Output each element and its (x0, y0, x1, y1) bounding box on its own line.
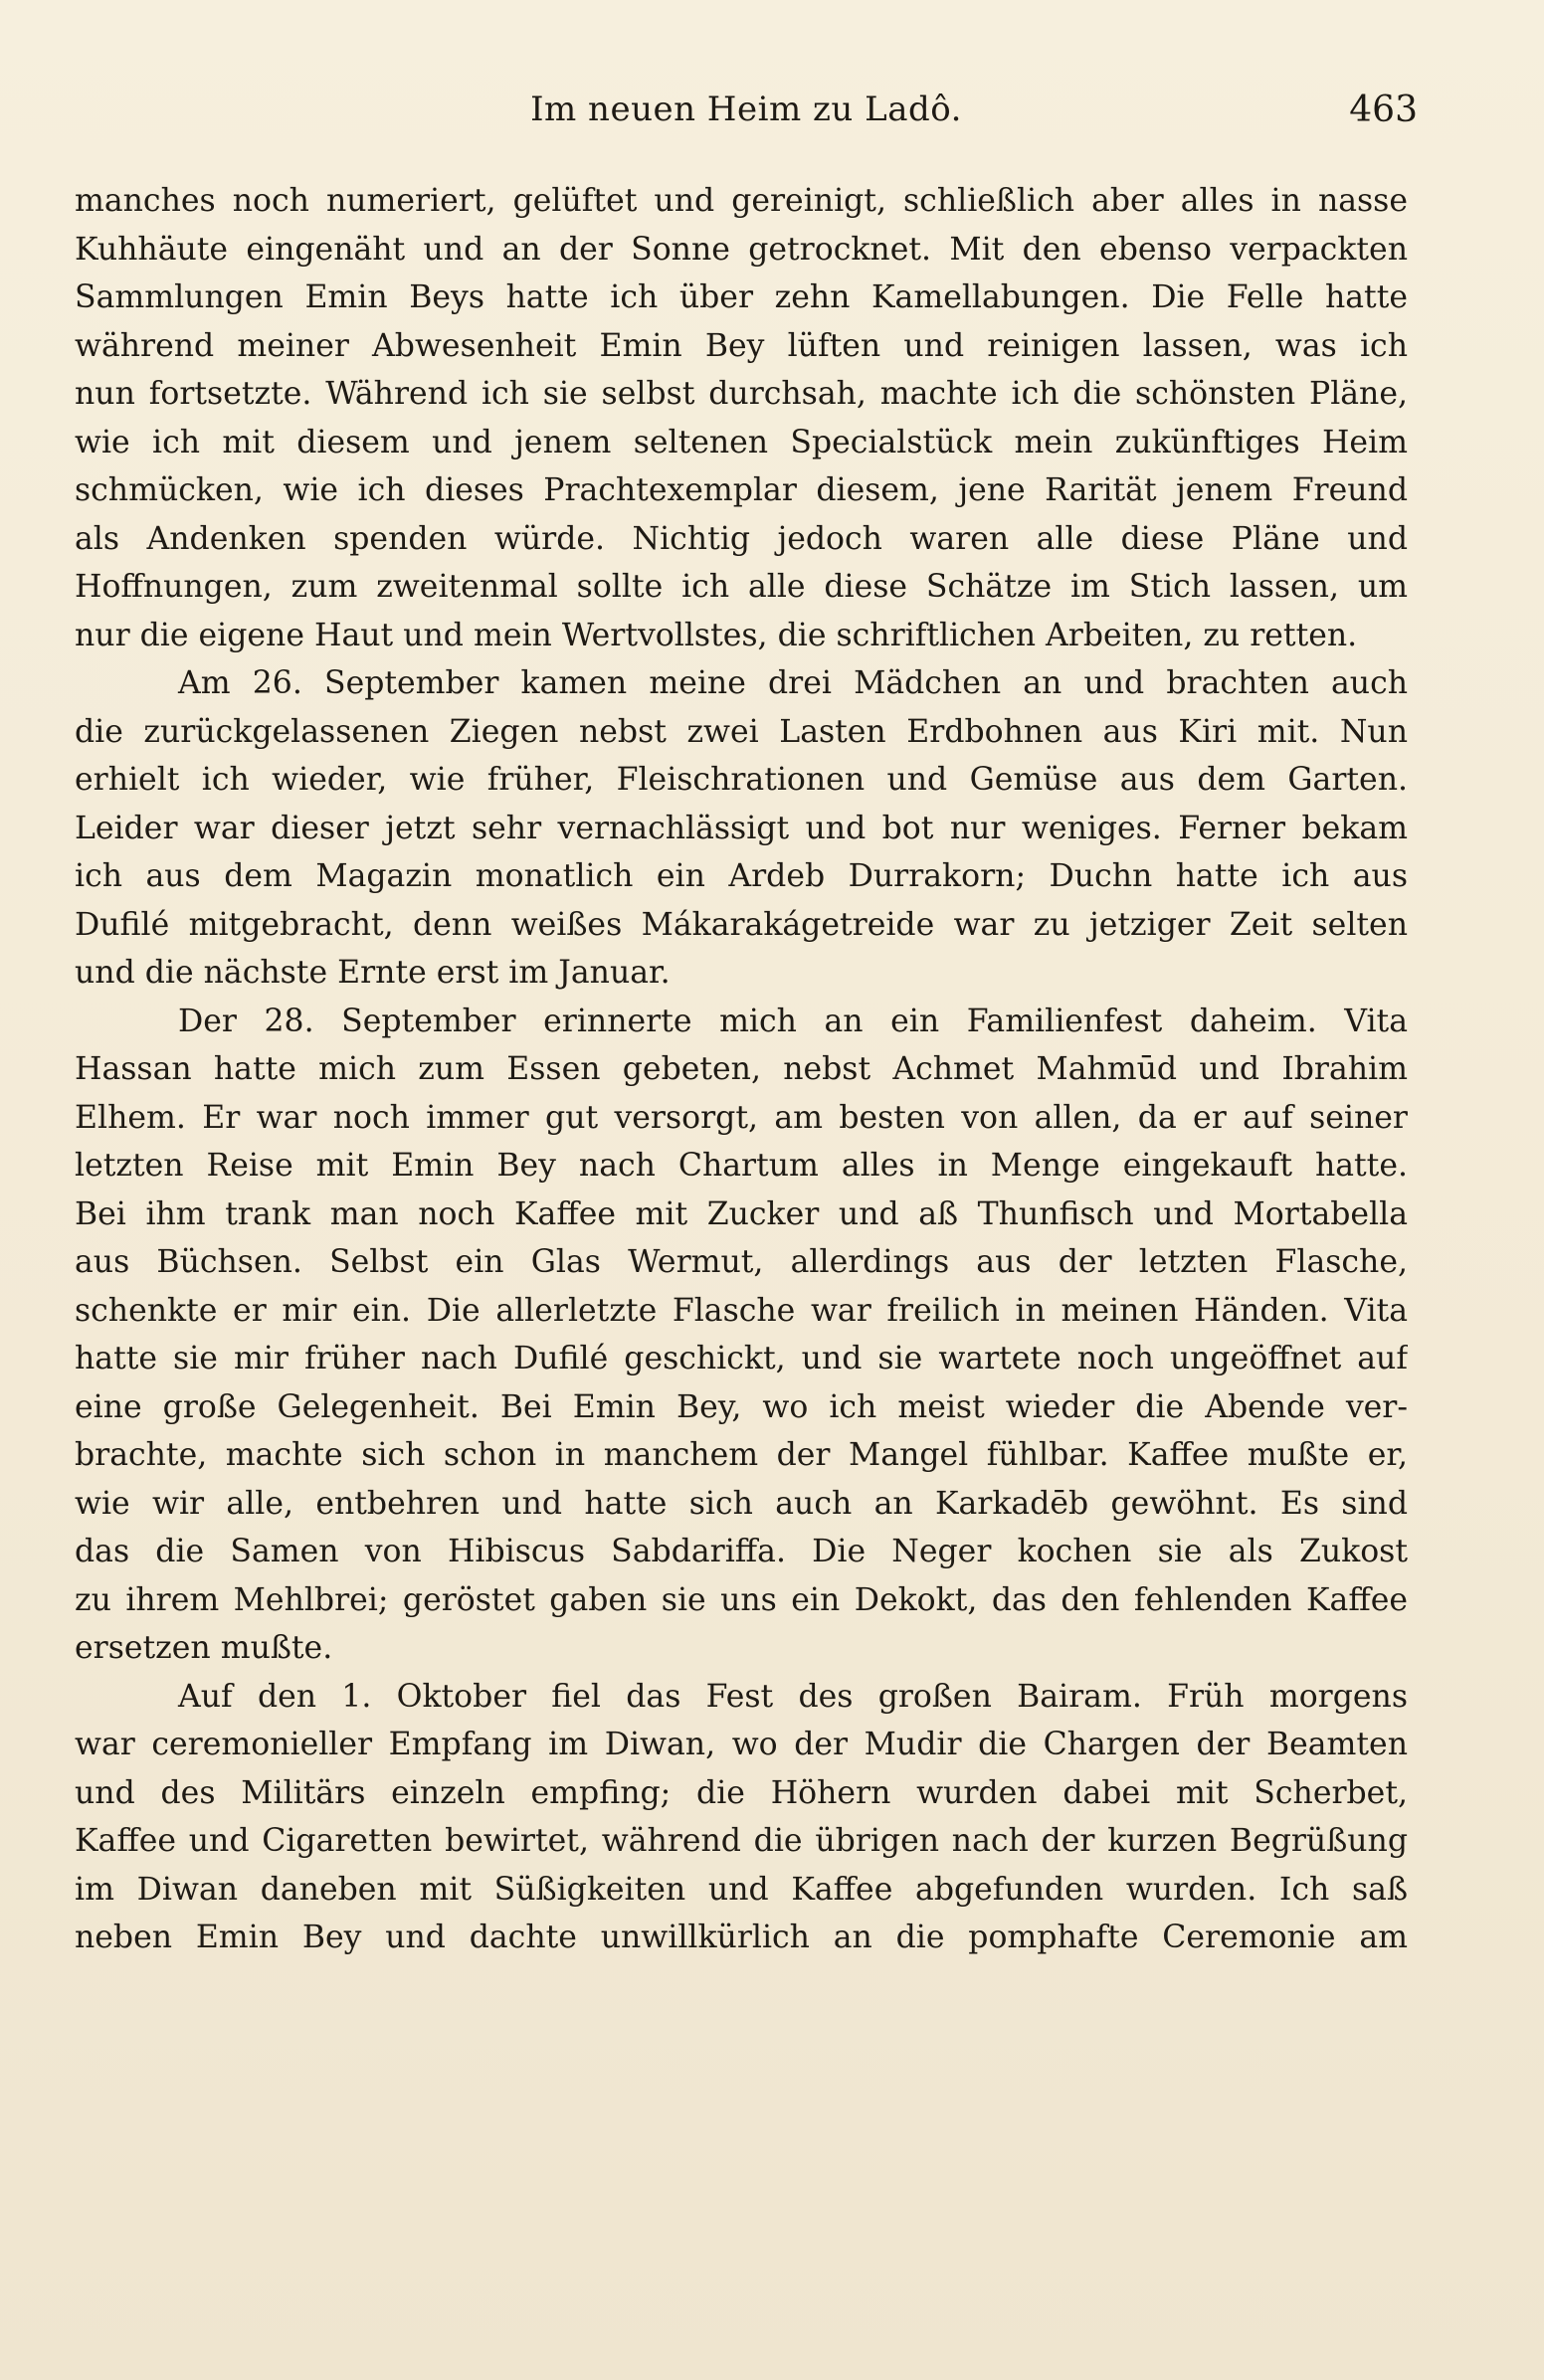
text-line: Dufilé mitgebracht, denn weißes Mákarakágetreide war zu jetziger Zeit selten (75, 906, 1408, 943)
text-line: Am 26. September kamen meine drei Mädchen an und brachten auch (178, 665, 1408, 701)
paragraph (75, 998, 1408, 1673)
text-line: die zurückgelassenen Ziegen nebst zwei Lasten Erdbohnen aus Kiri mit. Nun (75, 713, 1408, 750)
text-line: brachte, machte sich schon in manchem der Mangel fühlbar. Kaffee mußte er, (75, 1437, 1408, 1473)
text-line: ich aus dem Magazin monatlich ein Ardeb Durrakorn; Duchn hatte ich aus (75, 858, 1408, 894)
text-line: wie wir alle, entbehren und hatte sich auch an Karkadēb gewöhnt. Es sind (75, 1485, 1408, 1522)
text-line: Elhem. Er war noch immer gut versorgt, am besten von allen, da er auf seiner (75, 1099, 1408, 1136)
text-line: manches noch numeriert, gelüftet und gereinigt, schließlich aber alles in nasse (75, 183, 1408, 219)
text-line: Kaffee und Cigaretten bewirtet, während die übrigen nach der kurzen Begrüßung (75, 1823, 1408, 1859)
text-line: schmücken, wie ich dieses Prachtexemplar diesem, jene Rarität jenem Freund (75, 472, 1408, 508)
text-line: Der 28. September erinnerte mich an ein Familienfest daheim. Vita (178, 1003, 1408, 1039)
text-line: aus Büchsen. Selbst ein Glas Wermut, allerdings aus der letzten Flasche, (75, 1244, 1408, 1280)
body-text (75, 177, 1408, 1962)
paragraph (75, 1673, 1408, 1962)
text-line: neben Emin Bey und dachte unwillkürlich an die pomphafte Ceremonie am (75, 1920, 1408, 1955)
text-line: war ceremonieller Empfang im Diwan, wo der Mudir die Chargen der Beamten (75, 1727, 1408, 1762)
text-line: und die nächste Ernte erst im Januar. (75, 955, 671, 991)
text-line: ersetzen mußte. (75, 1630, 333, 1666)
text-line: zu ihrem Mehlbrei; geröstet gaben sie uns ein Dekokt, das den fehlenden Kaffee (75, 1581, 1408, 1618)
page-number: 463 (1349, 90, 1418, 130)
text-line: wie ich mit diesem und jenem seltenen Specialstück mein zukünftiges Heim (75, 424, 1408, 460)
text-line: und des Militärs einzeln empfing; die Höhern wurden dabei mit Scherbet, (75, 1774, 1408, 1811)
text-line: Bei ihm trank man noch Kaffee mit Zucker und aß Thunfisch und Mortabella (75, 1195, 1408, 1232)
text-line: eine große Gelegenheit. Bei Emin Bey, wo ich meist wieder die Abende ver- (75, 1388, 1408, 1425)
text-line: hatte sie mir früher nach Dufilé geschickt, und sie wartete noch ungeöffnet auf (75, 1341, 1408, 1376)
text-line: Auf den 1. Oktober fiel das Fest des großen Bairam. Früh morgens (178, 1678, 1408, 1715)
text-line: Hassan hatte mich zum Essen gebeten, nebst Achmet Mahmūd und Ibrahim (75, 1051, 1408, 1087)
text-line: erhielt ich wieder, wie früher, Fleischrationen und Gemüse aus dem Garten. (75, 762, 1408, 798)
text-line: schenkte er mir ein. Die allerletzte Flasche war freilich in meinen Händen. Vita (75, 1292, 1408, 1329)
running-title: Im neuen Heim zu Ladô. (530, 90, 962, 129)
text-line: nun fortsetzte. Während ich sie selbst durchsah, machte ich die schönsten Pläne, (75, 376, 1408, 412)
text-line: Leider war dieser jetzt sehr vernachlässigt und bot nur weniges. Ferner bekam (75, 810, 1408, 846)
paragraph (75, 659, 1408, 998)
text-line: während meiner Abwesenheit Emin Bey lüften und reinigen lassen, was ich (75, 327, 1408, 364)
text-line: Hoffnungen, zum zweitenmal sollte ich alle diese Schätze im Stich lassen, um (75, 569, 1408, 605)
paragraph (75, 177, 1408, 659)
text-line: Sammlungen Emin Beys hatte ich über zehn Kamellabungen. Die Felle hatte (75, 279, 1408, 315)
page-header (75, 90, 1418, 139)
text-line: letzten Reise mit Emin Bey nach Chartum alles in Menge eingekauft hatte. (75, 1148, 1408, 1184)
text-line: als Andenken spenden würde. Nichtig jedoch waren alle diese Pläne und (75, 520, 1408, 557)
text-line: nur die eigene Haut und mein Wertvollstes, die schriftlichen Arbeiten, zu retten. (75, 617, 1358, 653)
text-line: das die Samen von Hibiscus Sabdariffa. Die Neger kochen sie als Zukost (75, 1534, 1408, 1569)
text-line: Kuhhäute eingenäht und an der Sonne getrocknet. Mit den ebenso verpackten (75, 231, 1408, 268)
text-line: im Diwan daneben mit Süßigkeiten und Kaffee abgefunden wurden. Ich saß (75, 1871, 1408, 1908)
